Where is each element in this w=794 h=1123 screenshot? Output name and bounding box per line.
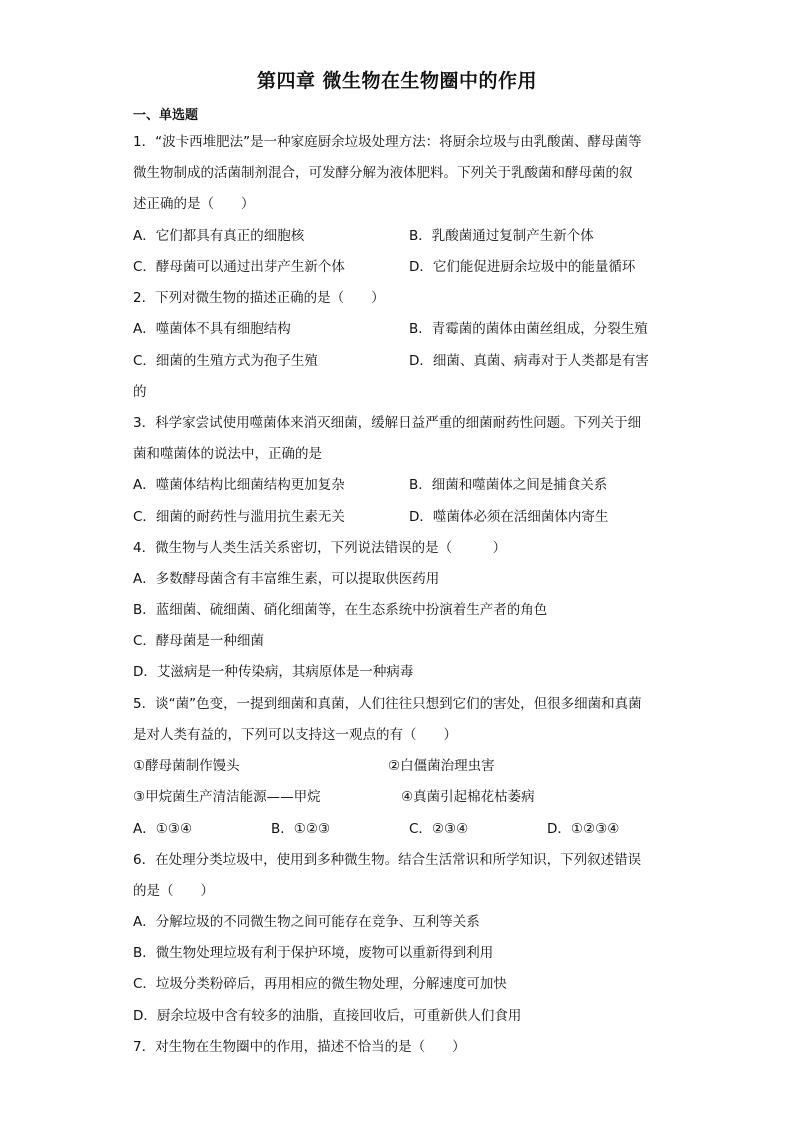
question-5-line-1: 5．谈“菌”色变，一提到细菌和真菌，人们往往只想到它们的害处，但很多细菌和真菌 [133,696,642,712]
question-6-option-d: D．厨余垃圾中含有较多的油脂，直接回收后，可重新供人们食用 [133,1008,522,1024]
question-2-option-d: D．细菌、真菌、病毒对于人类都是有害 [409,353,649,369]
question-2-stem: 2．下列对微生物的描述正确的是（ ） [133,290,385,306]
question-5-option-c: C．②③④ [409,821,469,837]
question-3-line-2: 菌和噬菌体的说法中，正确的是 [133,446,322,462]
question-1-line-1: 1．“波卡西堆肥法”是一种家庭厨余垃圾处理方法：将厨余垃圾与由乳酸菌、酵母菌等 [133,134,642,150]
question-5-statement-4: ④真菌引起棉花枯萎病 [401,789,535,805]
question-1-line-3: 述正确的是（ ） [133,196,255,212]
question-3-option-c: C．细菌的耐药性与滥用抗生素无关 [133,509,345,525]
question-4-option-d: D．艾滋病是一种传染病，其病原体是一种病毒 [133,664,414,680]
question-3-option-d: D．噬菌体必须在活细菌体内寄生 [409,509,609,525]
question-5-option-d: D．①②③④ [547,821,620,837]
question-1-option-c: C．酵母菌可以通过出芽产生新个体 [133,259,345,275]
question-3-option-b: B．细菌和噬菌体之间是捕食关系 [409,477,608,493]
question-5-line-2: 是对人类有益的，下列可以支持这一观点的有（ ） [133,727,457,743]
question-5-option-b: B．①②③ [271,821,331,837]
question-4-option-b: B．蓝细菌、硫细菌、硝化细菌等，在生态系统中扮演着生产者的角色 [133,602,548,618]
question-2-option-c: C．细菌的生殖方式为孢子生殖 [133,353,318,369]
question-5-statement-1: ①酵母菌制作馒头 [133,758,240,774]
question-2-option-d-continued: 的 [133,384,147,400]
question-5-statement-3: ③甲烷菌生产清洁能源——甲烷 [133,789,321,805]
question-5-option-a: A．①③④ [133,821,193,837]
question-1-line-2: 微生物制成的活菌制剂混合，可发酵分解为液体肥料。下列关于乳酸菌和酵母菌的叙 [133,165,633,181]
question-5-statement-2: ②白僵菌治理虫害 [388,758,495,774]
question-3-option-a: A．噬菌体结构比细菌结构更加复杂 [133,477,345,493]
question-3-line-1: 3．科学家尝试使用噬菌体来消灭细菌，缓解日益严重的细菌耐药性问题。下列关于细 [133,415,642,431]
question-7-stem: 7．对生物在生物圈中的作用，描述不恰当的是（ ） [133,1039,466,1055]
question-2-option-a: A．噬菌体不具有细胞结构 [133,321,291,337]
section-heading: 一、单选题 [133,108,199,123]
question-4-option-c: C．酵母菌是一种细菌 [133,633,264,649]
question-6-option-c: C．垃圾分类粉碎后，再用相应的微生物处理，分解速度可加快 [133,976,507,992]
question-6-line-1: 6．在处理分类垃圾中，使用到多种微生物。结合生活常识和所学知识，下列叙述错误 [133,852,642,868]
question-1-option-b: B．乳酸菌通过复制产生新个体 [409,228,594,244]
question-1-option-d: D．它们能促进厨余垃圾中的能量循环 [409,259,636,275]
question-6-line-2: 的是（ ） [133,883,214,899]
page-title: 第四章 微生物在生物圈中的作用 [256,70,538,92]
question-1-option-a: A．它们都具有真正的细胞核 [133,228,305,244]
question-6-option-a: A．分解垃圾的不同微生物之间可能存在竞争、互利等关系 [133,914,480,930]
question-4-stem: 4．微生物与人类生活关系密切，下列说法错误的是（ ） [133,540,507,556]
question-4-option-a: A．多数酵母菌含有丰富维生素，可以提取供医药用 [133,571,440,587]
question-6-option-b: B．微生物处理垃圾有利于保护环境，废物可以重新得到利用 [133,945,494,961]
question-2-option-b: B．青霉菌的菌体由菌丝组成，分裂生殖 [409,321,648,337]
